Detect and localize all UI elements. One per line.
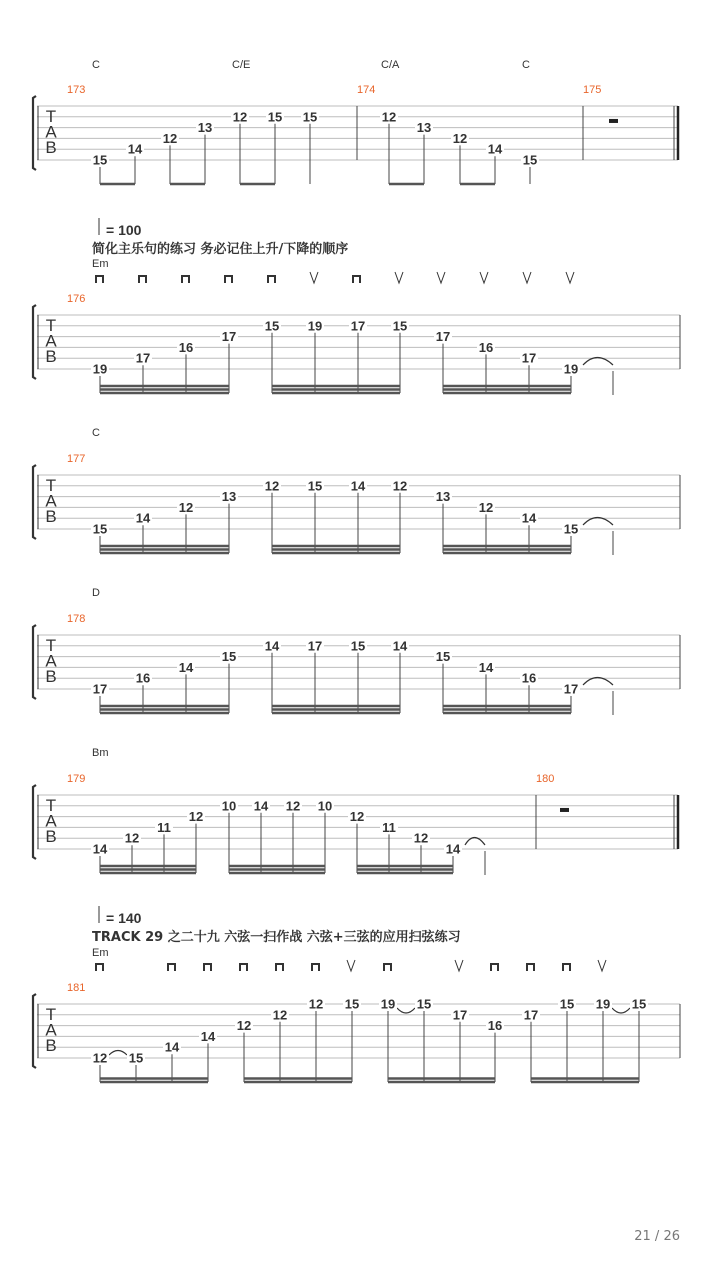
- downstroke-mark: [96, 276, 103, 283]
- upstroke-mark: [566, 272, 574, 283]
- fret-number: 14: [92, 841, 108, 857]
- tab-system: [33, 218, 680, 395]
- tab-clef-letter: B: [45, 827, 57, 846]
- bar-number: 179: [67, 773, 86, 785]
- page-separator: /: [650, 1229, 664, 1244]
- fret-number: 12: [178, 499, 194, 515]
- fret-number: 19: [380, 996, 396, 1012]
- downstroke-mark: [225, 276, 232, 283]
- fret-number: 17: [563, 681, 579, 697]
- upstroke-mark: [598, 960, 606, 971]
- fret-number: 12: [236, 1018, 252, 1034]
- tab-clef-letter: B: [45, 667, 57, 686]
- downstroke-mark: [204, 964, 211, 971]
- downstroke-mark: [276, 964, 283, 971]
- tab-system: [33, 906, 680, 1082]
- fret-number: 12: [381, 109, 397, 125]
- fret-number: 17: [135, 350, 151, 366]
- downstroke-mark: [240, 964, 247, 971]
- fret-number: 15: [267, 109, 283, 125]
- tab-system: [33, 587, 680, 715]
- tab-system: [33, 427, 680, 555]
- fret-number: 12: [188, 809, 204, 825]
- upstroke-mark: [437, 272, 445, 283]
- downstroke-mark: [168, 964, 175, 971]
- page-current: 21: [634, 1229, 651, 1244]
- tab-clef-letter: T: [45, 107, 57, 126]
- tie-arc: [612, 1008, 630, 1013]
- fret-number: 16: [178, 339, 194, 355]
- fret-number: 14: [392, 638, 408, 654]
- fret-number: 15: [435, 649, 451, 665]
- fret-number: 13: [435, 489, 451, 505]
- fret-number: 14: [253, 798, 269, 814]
- tempo-marking: = 140: [106, 910, 142, 926]
- page-number: [600, 1229, 680, 1244]
- fret-number: 12: [124, 830, 140, 846]
- fret-number: 15: [92, 521, 108, 537]
- fret-number: 16: [487, 1018, 503, 1034]
- fret-number: 16: [478, 339, 494, 355]
- fret-number: 14: [487, 141, 503, 157]
- fret-number: 12: [272, 1007, 288, 1023]
- chord-name: Em: [92, 258, 109, 270]
- system-bracket: [33, 994, 36, 1068]
- tab-clef-letter: B: [45, 507, 57, 526]
- system-bracket: [33, 625, 36, 699]
- page-total: 26: [663, 1229, 680, 1244]
- fret-number: 15: [344, 996, 360, 1012]
- chord-name: Em: [92, 947, 109, 959]
- fret-number: 17: [452, 1007, 468, 1023]
- downstroke-mark: [139, 276, 146, 283]
- fret-number: 12: [413, 830, 429, 846]
- fret-number: 17: [307, 638, 323, 654]
- system-bracket: [33, 465, 36, 539]
- tab-clef-letter: B: [45, 1036, 57, 1055]
- downstroke-mark: [96, 964, 103, 971]
- tempo-marking: = 100: [106, 222, 142, 238]
- chord-name: C: [92, 59, 100, 71]
- downstroke-mark: [563, 964, 570, 971]
- fret-number: 17: [350, 318, 366, 334]
- section-text: 简化主乐句的练习 务必记住上升/下降的顺序: [92, 242, 349, 257]
- fret-number: 15: [92, 152, 108, 168]
- bar-number: 178: [67, 613, 86, 625]
- fret-number: 15: [302, 109, 318, 125]
- fret-number: 12: [162, 130, 178, 146]
- chord-name: C/A: [381, 59, 400, 71]
- fret-number: 15: [631, 996, 647, 1012]
- fret-number: 12: [232, 109, 248, 125]
- tab-clef-letter: T: [45, 476, 57, 495]
- downstroke-mark: [353, 276, 360, 283]
- tab-clef-letter: B: [45, 138, 57, 157]
- fret-number: 15: [264, 318, 280, 334]
- upstroke-mark: [395, 272, 403, 283]
- chord-name: D: [92, 587, 100, 599]
- fret-number: 16: [135, 670, 151, 686]
- tab-system: [33, 59, 678, 184]
- bar-number: 181: [67, 982, 86, 994]
- fret-number: 19: [595, 996, 611, 1012]
- fret-number: 14: [350, 478, 366, 494]
- downstroke-mark: [527, 964, 534, 971]
- fret-number: 10: [317, 798, 333, 814]
- tab-clef-letter: T: [45, 316, 57, 335]
- fret-number: 13: [416, 120, 432, 136]
- fret-number: 13: [221, 489, 237, 505]
- section-text: TRACK 29 之二十九 六弦一扫作战 六弦+三弦的应用扫弦练习: [92, 930, 461, 945]
- fret-number: 15: [416, 996, 432, 1012]
- fret-number: 13: [197, 120, 213, 136]
- tie-arc: [109, 1051, 127, 1056]
- chord-name: C: [522, 59, 530, 71]
- chord-name: Bm: [92, 747, 109, 759]
- fret-number: 14: [178, 659, 194, 675]
- bar-number: 174: [357, 84, 376, 96]
- fret-number: 16: [521, 670, 537, 686]
- fret-number: 19: [563, 361, 579, 377]
- fret-number: 14: [478, 659, 494, 675]
- chord-name: C: [92, 427, 100, 439]
- tab-clef-letter: A: [45, 122, 57, 142]
- fret-number: 14: [127, 141, 143, 157]
- fret-number: 12: [452, 130, 468, 146]
- downstroke-mark: [268, 276, 275, 283]
- tab-clef-letter: T: [45, 636, 57, 655]
- fret-number: 15: [522, 152, 538, 168]
- tab-clef-letter: A: [45, 651, 57, 671]
- fret-number: 17: [92, 681, 108, 697]
- whole-rest: [609, 119, 618, 123]
- chord-name: C/E: [232, 59, 251, 71]
- fret-number: 14: [164, 1039, 180, 1055]
- fret-number: 15: [128, 1050, 144, 1066]
- bar-number: 180: [536, 773, 555, 785]
- system-bracket: [33, 305, 36, 379]
- fret-number: 12: [92, 1050, 108, 1066]
- downstroke-mark: [384, 964, 391, 971]
- bar-number: 175: [583, 84, 602, 96]
- tab-clef-letter: A: [45, 331, 57, 351]
- tab-clef-letter: T: [45, 1005, 57, 1024]
- fret-number: 15: [563, 521, 579, 537]
- fret-number: 12: [264, 478, 280, 494]
- tab-clef-letter: A: [45, 811, 57, 831]
- fret-number: 14: [264, 638, 280, 654]
- upstroke-mark: [523, 272, 531, 283]
- whole-rest: [560, 808, 569, 812]
- tab-system: [33, 747, 678, 875]
- upstroke-mark: [480, 272, 488, 283]
- fret-number: 14: [445, 841, 461, 857]
- upstroke-mark: [347, 960, 355, 971]
- fret-number: 14: [521, 510, 537, 526]
- fret-number: 12: [349, 809, 365, 825]
- fret-number: 17: [521, 350, 537, 366]
- bar-number: 173: [67, 84, 86, 96]
- fret-number: 14: [135, 510, 151, 526]
- fret-number: 12: [392, 478, 408, 494]
- fret-number: 17: [435, 329, 451, 345]
- tab-clef-letter: A: [45, 491, 57, 511]
- downstroke-mark: [491, 964, 498, 971]
- fret-number: 15: [307, 478, 323, 494]
- fret-number: 15: [350, 638, 366, 654]
- fret-number: 15: [559, 996, 575, 1012]
- system-bracket: [33, 96, 36, 170]
- bar-number: 177: [67, 453, 86, 465]
- downstroke-mark: [182, 276, 189, 283]
- tab-clef-letter: T: [45, 796, 57, 815]
- tab-clef-letter: B: [45, 347, 57, 366]
- fret-number: 17: [523, 1007, 539, 1023]
- tie-arc: [397, 1008, 415, 1013]
- fret-number: 11: [157, 819, 171, 835]
- fret-number: 15: [221, 649, 237, 665]
- fret-number: 10: [221, 798, 237, 814]
- fret-number: 14: [200, 1028, 216, 1044]
- fret-number: 12: [478, 499, 494, 515]
- upstroke-mark: [310, 272, 318, 283]
- bar-number: 176: [67, 293, 86, 305]
- fret-number: 19: [307, 318, 323, 334]
- fret-number: 17: [221, 329, 237, 345]
- fret-number: 12: [285, 798, 301, 814]
- system-bracket: [33, 785, 36, 859]
- upstroke-mark: [455, 960, 463, 971]
- downstroke-mark: [312, 964, 319, 971]
- fret-number: 12: [308, 996, 324, 1012]
- fret-number: 11: [382, 819, 396, 835]
- tab-clef-letter: A: [45, 1020, 57, 1040]
- fret-number: 15: [392, 318, 408, 334]
- fret-number: 19: [92, 361, 108, 377]
